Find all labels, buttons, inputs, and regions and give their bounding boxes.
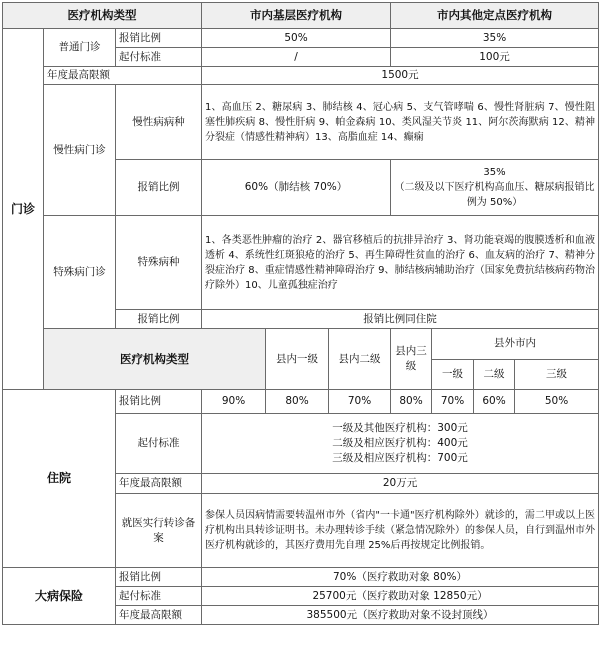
general-threshold-other: 100元: [391, 48, 599, 67]
special-ratio-value: 报销比例同住院: [202, 310, 599, 329]
inpatient-annual-limit-label: 年度最高限额: [116, 474, 202, 494]
general-ratio-other: 35%: [391, 29, 599, 48]
outpatient-annual-limit-label: 年度最高限额: [44, 67, 202, 85]
critical-illness-label: 大病保险: [3, 568, 116, 625]
outpatient-annual-limit-row: [3, 67, 599, 85]
header-county-2: 县内二级: [329, 329, 391, 390]
referral-label: 就医实行转诊备案: [116, 494, 202, 568]
inpatient-ratio-row: [3, 390, 599, 414]
general-ratio-label: 报销比例: [116, 29, 202, 48]
inpatient-threshold-values: [202, 414, 599, 474]
general-ratio-grassroots: 50%: [202, 29, 391, 48]
special-outpatient-label: 特殊病门诊: [44, 216, 116, 329]
inpatient-annual-limit-value: 20万元: [202, 474, 599, 494]
header-level-3: 三级: [515, 359, 599, 390]
inpatient-label: 住院: [3, 390, 116, 568]
special-disease-list: 1、各类恶性肿瘤的治疗 2、器官移植后的抗排异治疗 3、肾功能衰竭的腹膜透析和血液透析 4、系统性红斑狼疮的治疗 5、再生障碍性贫血的治疗 6、血友病的治疗 7、精神分裂症治疗 8、重症情感性精神障碍治疗 9、肺结核病辅助治疗（国家免费抗结核病药物治疗除外）10、儿童孤独症治疗: [202, 216, 599, 310]
inpatient-ratio-outside-city: 50%: [515, 390, 599, 414]
general-outpatient-label: 普通门诊: [44, 29, 116, 67]
chronic-disease-row: [3, 85, 599, 160]
inpatient-ratio-county-1: 90%: [202, 390, 266, 414]
chronic-ratio-other: 35% （二级及以下医疗机构高血压、糖尿病报销比例为 50%）: [391, 160, 599, 216]
header-other-designated: 市内其他定点医疗机构: [391, 3, 599, 29]
chronic-disease-label: 慢性病病种: [116, 85, 202, 160]
critical-annual-limit-value: 385500元（医疗救助对象不设封顶线）: [202, 606, 599, 625]
inpatient-threshold-level-3: 三级及相应医疗机构：700元: [332, 452, 468, 464]
special-disease-row: [3, 216, 599, 310]
inpatient-header-row: [3, 329, 599, 360]
inpatient-ratio-outside-3: 60%: [474, 390, 515, 414]
general-threshold-grassroots: /: [202, 48, 391, 67]
header-county-3: 县内三级: [391, 329, 432, 390]
chronic-ratio-label: 报销比例: [116, 160, 202, 216]
inpatient-ratio-county-3: 70%: [329, 390, 391, 414]
header-type-label: 医疗机构类型: [3, 3, 202, 29]
header-grassroots: 市内基层医疗机构: [202, 3, 391, 29]
header-level-2: 二级: [474, 359, 515, 390]
inpatient-ratio-outside-2: 70%: [432, 390, 474, 414]
outpatient-annual-limit-value: 1500元: [202, 67, 599, 85]
critical-ratio-value: 70%（医疗救助对象 80%）: [202, 568, 599, 587]
inpatient-ratio-label: 报销比例: [116, 390, 202, 414]
general-ratio-row: [3, 29, 599, 48]
inpatient-type-label: 医疗机构类型: [44, 329, 266, 390]
critical-ratio-row: [3, 568, 599, 587]
critical-threshold-label: 起付标准: [116, 587, 202, 606]
general-threshold-label: 起付标准: [116, 48, 202, 67]
medical-insurance-policy-table: [2, 2, 599, 625]
inpatient-threshold-label: 起付标准: [116, 414, 202, 474]
inpatient-threshold-level-2: 二级及相应医疗机构：400元: [332, 437, 468, 449]
critical-annual-limit-label: 年度最高限额: [116, 606, 202, 625]
chronic-disease-list: 1、高血压 2、糖尿病 3、肺结核 4、冠心病 5、支气管哮喘 6、慢性肾脏病 7、慢性阻塞性肺疾病 8、慢性肝病 9、帕金森病 10、类风湿关节炎 11、阿尔茨海默病 12、精神分裂症（情感性精神病）13、高脂血症 14、癫痫: [202, 85, 599, 160]
inpatient-threshold-level-1: 一级及其他医疗机构：300元: [332, 422, 468, 434]
critical-threshold-value: 25700元（医疗救助对象 12850元）: [202, 587, 599, 606]
header-county-1: 县内一级: [266, 329, 329, 390]
header-level-1: 一级: [432, 359, 474, 390]
inpatient-ratio-outside-1: 80%: [391, 390, 432, 414]
special-ratio-label: 报销比例: [116, 310, 202, 329]
header-outside-county: 县外市内: [432, 329, 599, 360]
critical-ratio-label: 报销比例: [116, 568, 202, 587]
inpatient-ratio-county-2: 80%: [266, 390, 329, 414]
chronic-outpatient-label: 慢性病门诊: [44, 85, 116, 216]
chronic-ratio-grassroots: 60%（肺结核 70%）: [202, 160, 391, 216]
referral-text: 参保人员因病情需要转温州市外（省内"一卡通"医疗机构除外）就诊的，需二甲或以上医疗机构出具转诊证明书。未办理转诊手续（紧急情况除外）的参保人员，自行到温州市外医疗机构就诊的，其医疗费用先自理 25%后再按规定比例报销。: [202, 494, 599, 568]
outpatient-label: 门诊: [3, 29, 44, 390]
outpatient-header-row: [3, 3, 599, 29]
special-disease-label: 特殊病种: [116, 216, 202, 310]
